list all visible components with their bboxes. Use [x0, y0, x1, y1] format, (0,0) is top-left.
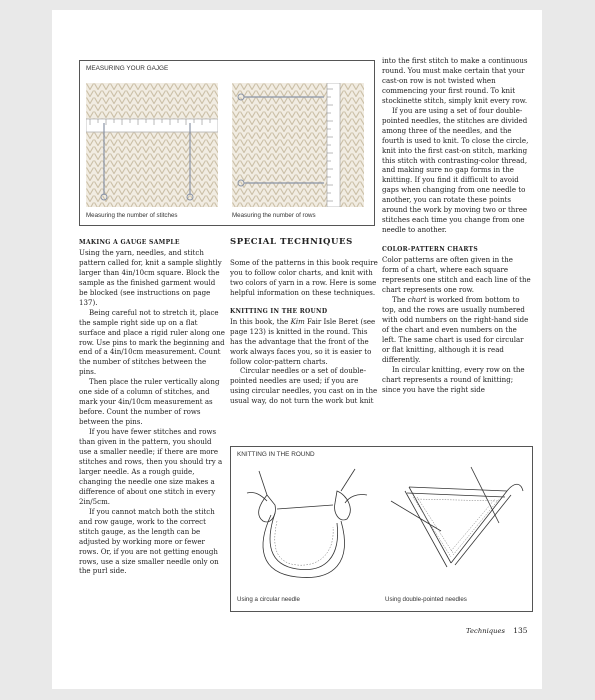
- page-footer: [466, 626, 528, 635]
- gauge-figure-title: MEASURING YOUR GAJGE: [86, 65, 169, 72]
- knitting-round-figure-box: [230, 446, 533, 612]
- continuous-round-paragraph: into the first stitch to make a continuous round. You must make certain that your cast-on row is not twisted when commencing your first round. To knit stockinette stitch, simply knit every row.: [382, 56, 528, 105]
- gauge-paragraph-4: If you have fewer stitches and rows than given in the pattern, you should use a smaller needle; if there are more stitches and rows, then you should try a larger needle. As a rough guide, changing the needle one size makes a difference of about one stitch in every 2in/5cm.: [79, 427, 223, 506]
- double-pointed-needles-illustration: [381, 461, 527, 591]
- gauge-sample-heading: MAKING A GAUGE SAMPLE: [79, 239, 180, 246]
- rows-caption: Measuring the number of rows: [232, 212, 316, 219]
- special-techniques-column: [230, 238, 378, 406]
- knitting-round-paragraph-2: Circular needles or a set of double-pointed needles are used; if you are using circular needles, you cast on in the usual way, do not turn the work but knit: [230, 366, 378, 406]
- circular-needle-caption: Using a circular needle: [237, 596, 300, 603]
- knitting-round-figure-title: KNITTING IN THE ROUND: [237, 451, 315, 458]
- color-chart-paragraph-3: In circular knitting, every row on the chart represents a round of knitting; since you have the right side: [382, 364, 525, 394]
- double-pointed-paragraph: If you are using a set of four double-pointed needles, the stitches are divided among three of the needles, and the fourth is used to knit. To close the circle, knit into the first cast-on stitch, marking this stitch with contrasting-color thread, and making sure no gap forms in the knitting. If you find it difficult to avoid gaps when changing from one needle to another, you can rotate these points around the work by moving two or three stitches each time you change from one needle to another.: [382, 105, 529, 235]
- footer-section-label: Techniques: [466, 627, 506, 635]
- gauge-sample-column: [79, 238, 225, 576]
- color-pattern-charts-heading: COLOR-PATTERN CHARTS: [382, 246, 478, 254]
- knitting-round-paragraph-1: In this book, the Kim Fair Isle Beret (see page 123) is knitted in the round. This has the advantage that the front of the work always faces you, so it is easier to follow color-pattern charts.: [230, 316, 376, 366]
- gauge-paragraph-2: Being careful not to stretch it, place the sample right side up on a flat surface and place a rigid ruler along one row. Use pins to mark the beginning and end of a 4in/10cm measurement. Count the number of stitches between the pins.: [79, 307, 225, 377]
- gauge-paragraph-3: Then place the ruler vertically along one side of a column of stitches, and mark your 4in/10cm measurement as before. Count the number of rows between the pins.: [79, 377, 220, 427]
- gauge-paragraph-1: Using the yarn, needles, and stitch pattern called for, knit a sample slightly larger than 4in/10cm square. Block the sample as the finished garment would be blocked (see instructions on page 137).: [79, 247, 222, 307]
- stitches-swatch-illustration: [86, 83, 218, 207]
- rows-swatch-illustration: [232, 83, 364, 207]
- gauge-figure-box: [79, 60, 375, 226]
- book-page: [52, 10, 542, 689]
- knitting-in-round-heading: KNITTING IN THE ROUND: [230, 307, 328, 315]
- double-pointed-caption: Using double-pointed needles: [385, 596, 467, 603]
- gauge-paragraph-5: If you cannot match both the stitch and row gauge, work to the correct stitch gauge, as the length can be adjusted by working more or fewer rows. Or, if you are not getting enough rows, use a size smaller needle only on the purl side.: [79, 506, 219, 576]
- page-number: 135: [513, 626, 528, 635]
- color-chart-paragraph-1: Color patterns are often given in the form of a chart, where each square represents one stitch and each line of the chart represents one row.: [382, 255, 531, 294]
- stitches-caption: Measuring the number of stitches: [86, 212, 178, 219]
- color-chart-paragraph-2: The chart is worked from bottom to top, and the rows are usually numbered with odd numbers on the right-hand side of the chart and even numbers on the left. The same chart is used for circular or flat knitting, although it is read differently.: [382, 294, 529, 364]
- right-text-column: [382, 56, 532, 394]
- circular-needle-illustration: [237, 465, 377, 591]
- special-techniques-heading: SPECIAL TECHNIQUES: [230, 237, 353, 247]
- special-intro-paragraph: Some of the patterns in this book require you to follow color charts, and knit with two colors of yarn in a row. Here is some helpful information on these techniques.: [230, 257, 378, 297]
